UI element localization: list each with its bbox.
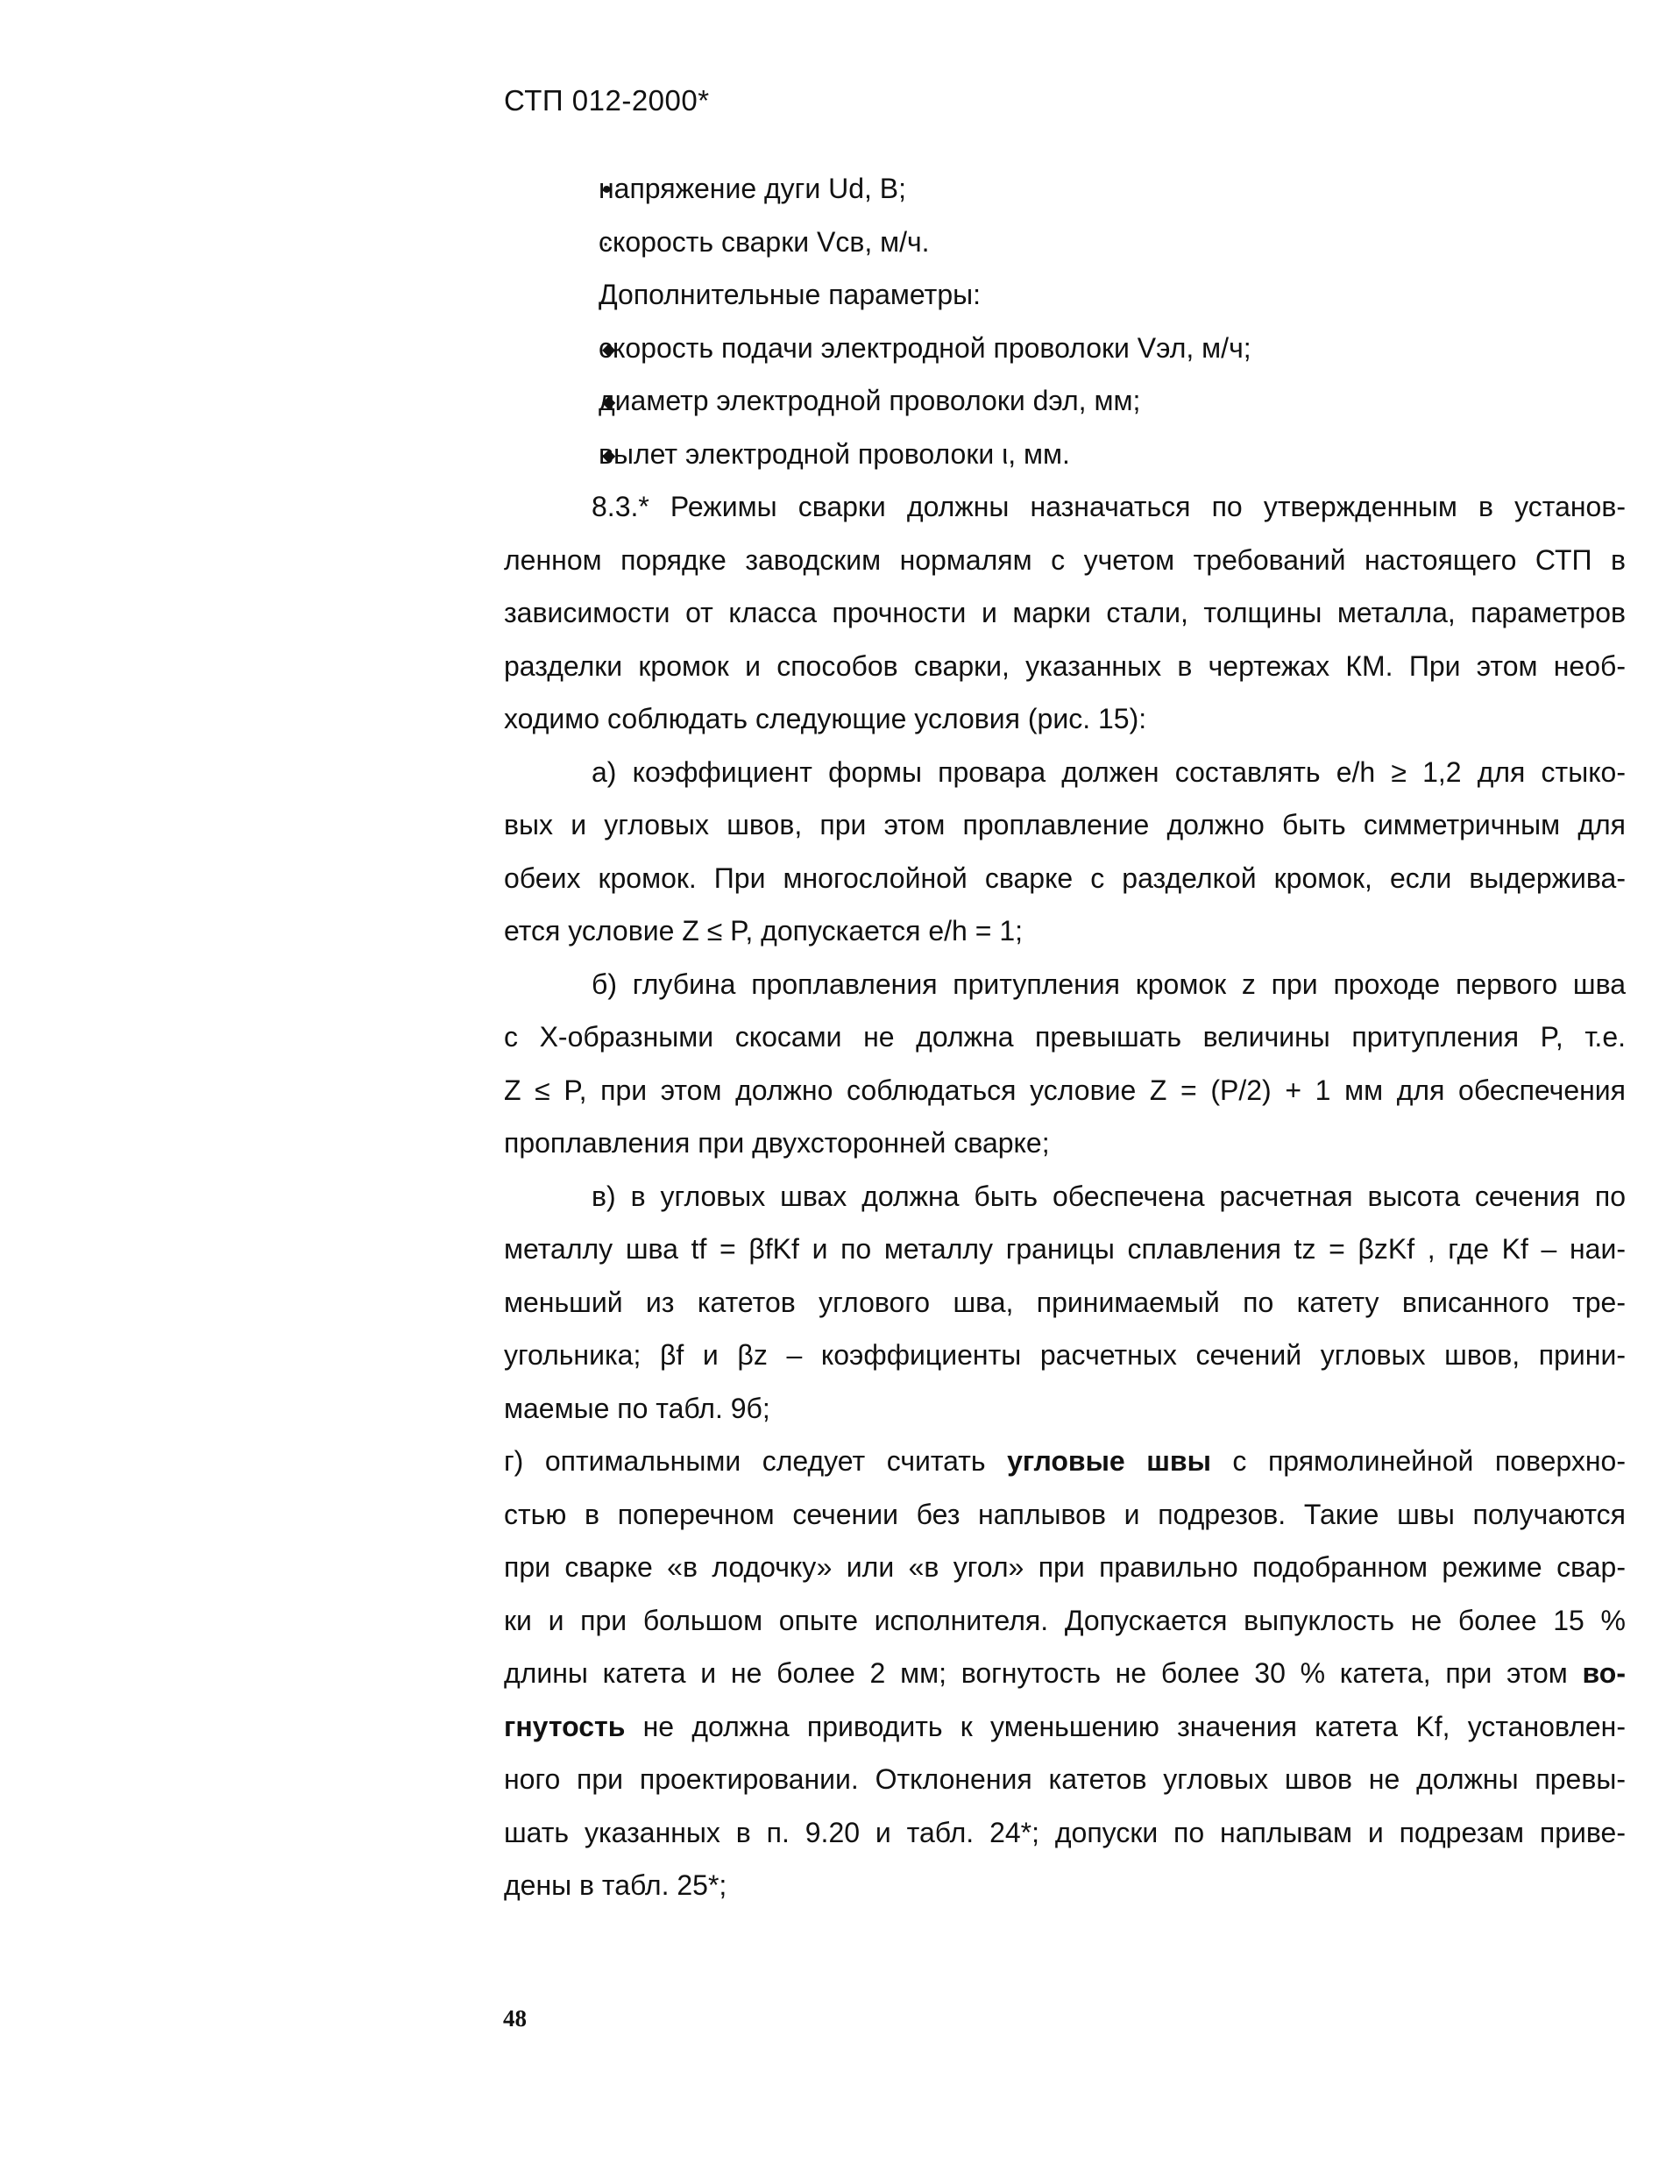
text-line: зависимости от класса прочности и марки стали, толщины металла, параметров [504,597,1626,628]
text-line: ного при проектировании. Отклонения катетов угловых швов не должны превы- [504,1763,1626,1795]
bullet-marker-icon [602,162,628,217]
bold-term: угловые швы [1007,1445,1211,1477]
text-line: разделки кромок и способов сварки, указанных в чертежах КМ. При этом необ- [504,649,1626,682]
bullet-item [504,374,1626,428]
bullet-item [504,322,1626,375]
text-line: дены в табл. 25*; [504,1869,727,1901]
bold-term: во- [1582,1657,1626,1689]
text-line: шать указанных в п. 9.20 и табл. 24*; допуски по наплывам и подрезам приве- [504,1816,1626,1848]
text-fragment: г) оптимальными следует считать [504,1445,1008,1477]
text-fragment: не должна приводить к уменьшению значения катета Kf, установлен- [625,1710,1626,1742]
bullet-marker-icon [602,216,628,271]
text-line: а) коэффициент формы провара должен составлять e/h ≥ 1,2 для стыко- [592,755,1626,788]
text-line: ходимо соблюдать следующие условия (рис. 15): [504,703,1147,734]
text-line: стью в поперечном сечении без наплывов и подрезов. Такие швы получаются [504,1498,1626,1530]
text-line: б) глубина проплавления притупления кромок z при проходе первого шва [592,968,1626,1000]
text-line: Z ≤ P, при этом должно соблюдаться условие Z = (P/2) + 1 мм для обеспечения [504,1074,1626,1106]
document-body [504,162,1626,1912]
text-line: ки и при большом опыте исполнителя. Допускается выпуклость не более 15 % [504,1604,1626,1636]
bullet-text: вылет электродной проволоки ι, мм. [599,437,1070,470]
text-line: ленном порядке заводским нормалям с учетом требований настоящего СТП в [504,543,1626,576]
bullet-marker-icon [602,428,628,486]
bullet-item [504,216,1626,269]
text-fragment: с прямолинейной поверхно- [1210,1445,1626,1477]
bullet-marker-icon [602,374,628,432]
text-line: в) в угловых швах должна быть обеспечена расчетная высота сечения по [592,1180,1626,1212]
text-line: проплавления при двухсторонней сварке; [504,1127,1050,1159]
text-line: с Х-образными скосами не должна превышать величины притупления P, т.е. [504,1021,1626,1053]
text-line: маемые по табл. 9б; [504,1392,770,1424]
text-line: 8.3.* Режимы сварки должны назначаться по утвержденным в установ- [592,491,1626,522]
text-line: угольника; βf и βz – коэффициенты расчетных сечений угловых швов, прини- [504,1339,1626,1371]
bold-term: гнутость [504,1710,626,1742]
text-line: меньший из катетов углового шва, принимаемый по катету вписанного тре- [504,1286,1626,1318]
text-line: при сварке «в лодочку» или «в угол» при правильно подобранном режиме свар- [504,1551,1626,1583]
text-line: металлу шва tf = βfKf и по металлу границы сплавления tz = βzKf , где Kf – наи- [504,1233,1626,1265]
bullet-text: напряжение дуги Ud, В; [599,173,907,204]
text-line: обеих кромок. При многослойной сварке с разделкой кромок, если выдержива- [504,862,1626,894]
bullet-text: скорость сварки Vсв, м/ч. [599,225,930,258]
text-line: Дополнительные параметры: [599,279,981,310]
document-code-header: СТП 012-2000* [504,84,710,117]
bullet-text: скорость подачи электродной проволоки Vэл, м/ч; [599,331,1251,364]
bullet-marker-icon [602,322,628,379]
text-line: вых и угловых швов, при этом проплавление должно быть симметричным для [504,809,1626,840]
bullet-item [504,162,1626,216]
bullet-text: диаметр электродной проволоки dэл, мм; [599,385,1141,416]
text-fragment: длины катета и не более 2 мм; вогнутость не более 30 % катета, при этом [504,1657,1583,1689]
text-line [504,1435,1626,1488]
bullet-item [504,428,1626,481]
text-line [504,1647,1626,1700]
text-line [504,1700,1626,1754]
text-line: ется условие Z ≤ P, допускается e/h = 1; [504,915,1023,947]
page-number: 48 [503,2005,527,2032]
